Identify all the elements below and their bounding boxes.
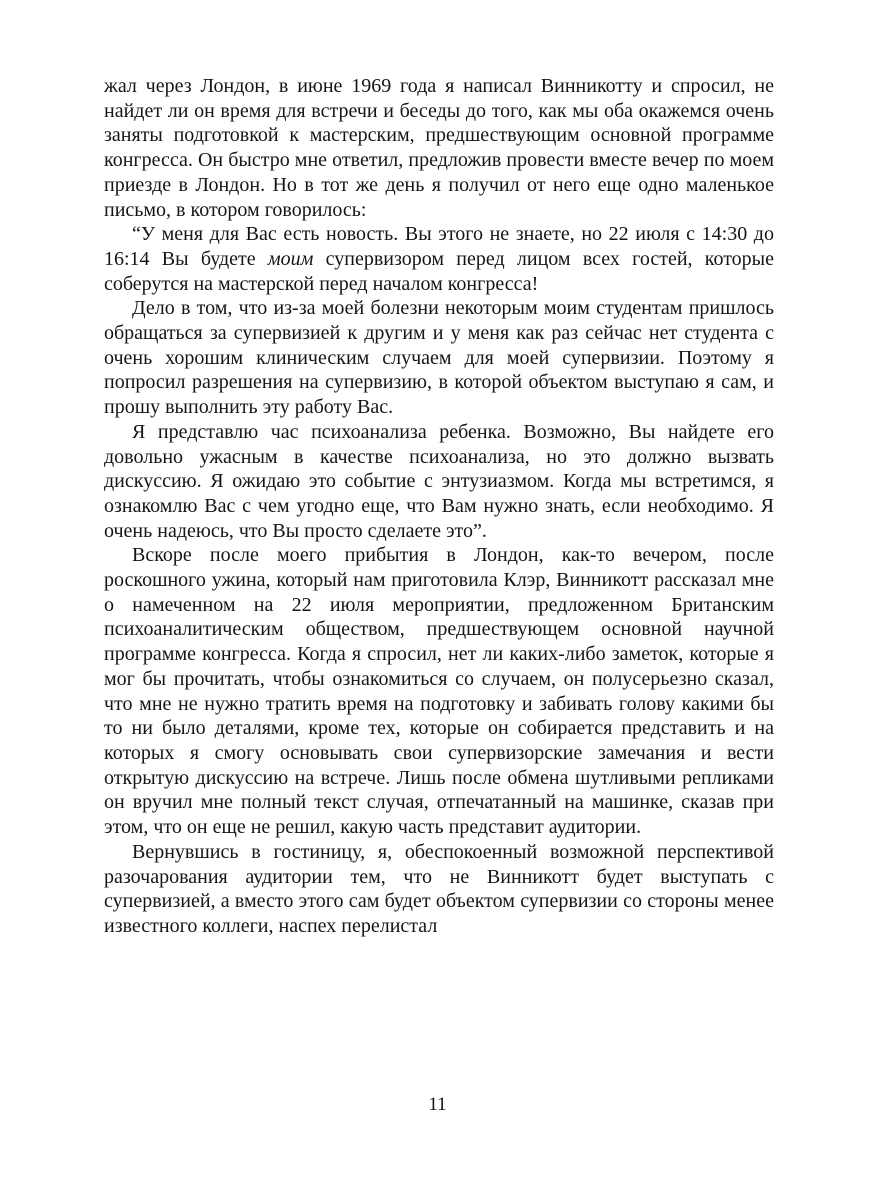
paragraph-letter-3: Я представлю час психоанализа ребенка. Возможно, Вы найдете его довольно ужасным в качестве психоанализа, но это должно вызвать дискуссию. Я ожидаю это событие с энтузиазмом. Когда мы встретимся, я ознакомлю Вас с чем угодно еще, что Вам нужно знать, если необходимо. Я очень надеюсь, что Вы просто сделаете это”. (104, 420, 774, 542)
paragraph-narrative-1: Вскоре после моего прибытия в Лондон, как-то вечером, после роскошного ужина, который нам приготовила Клэр, Винникотт рассказал мне о намеченном на 22 июля мероприятии, предложенном Британским психоаналитическим обществом, предшествующем основной научной программе конгресса. Когда я спросил, нет ли каких-либо заметок, которые я мог бы прочитать, чтобы ознакомиться со случаем, он полусерьезно сказал, что мне не нужно тратить время на подготовку и забивать голову какими бы то ни было деталями, кроме тех, которые он собирается представить и на которых я смогу основывать свои супервизорские замечания и вести открытую дискуссию на встрече. Лишь после обмена шутливыми репликами он вручил мне полный текст случая, отпечатанный на машинке, сказав при этом, что он еще не решил, какую часть представит аудитории. (104, 544, 774, 839)
emphasized-word: моим (267, 247, 314, 270)
paragraph-continuation: жал через Лондон, в июне 1969 года я написал Винникотту и спросил, не найдет ли он время для встречи и беседы до того, как мы оба окажемся очень заняты подготовкой к мастерским, предшествующим основной программе конгресса. Он быстро мне ответил, предложив провести вместе вечер по моем приезде в Лондон. Но в тот же день я получил от него еще одно маленькое письмо, в котором говорилось: (104, 75, 774, 221)
page-text (104, 74, 774, 939)
letter-text-after-emphasis: супервизором перед лицом всех гостей, которые соберутся на мастерской перед началом конгресса! (104, 247, 774, 295)
letter-text-before-emphasis: “У меня для Вас есть новость. Вы этого не знаете, но 22 июля с 14:30 до 16:14 Вы будете (104, 223, 774, 270)
paragraph-narrative-2: Вернувшись в гостиницу, я, обеспокоенный возможной перспективой разочарования аудитории тем, что не Винникотт будет выступать с супервизией, а вместо этого сам будет объектом супервизии со стороны менее известного коллеги, наспех перелистал (104, 840, 774, 937)
page-number: 11 (428, 1094, 447, 1115)
paragraph-letter-1 (104, 222, 774, 296)
paragraph-letter-2: Дело в том, что из-за моей болезни некоторым моим студентам пришлось обращаться за супервизией к другим и у меня как раз сейчас нет студента с очень хорошим клиническим случаем для моей супервизии. Поэтому я попросил разрешения на супервизию, в которой объектом выступаю я сам, и прошу выполнить эту работу Вас. (104, 297, 774, 419)
